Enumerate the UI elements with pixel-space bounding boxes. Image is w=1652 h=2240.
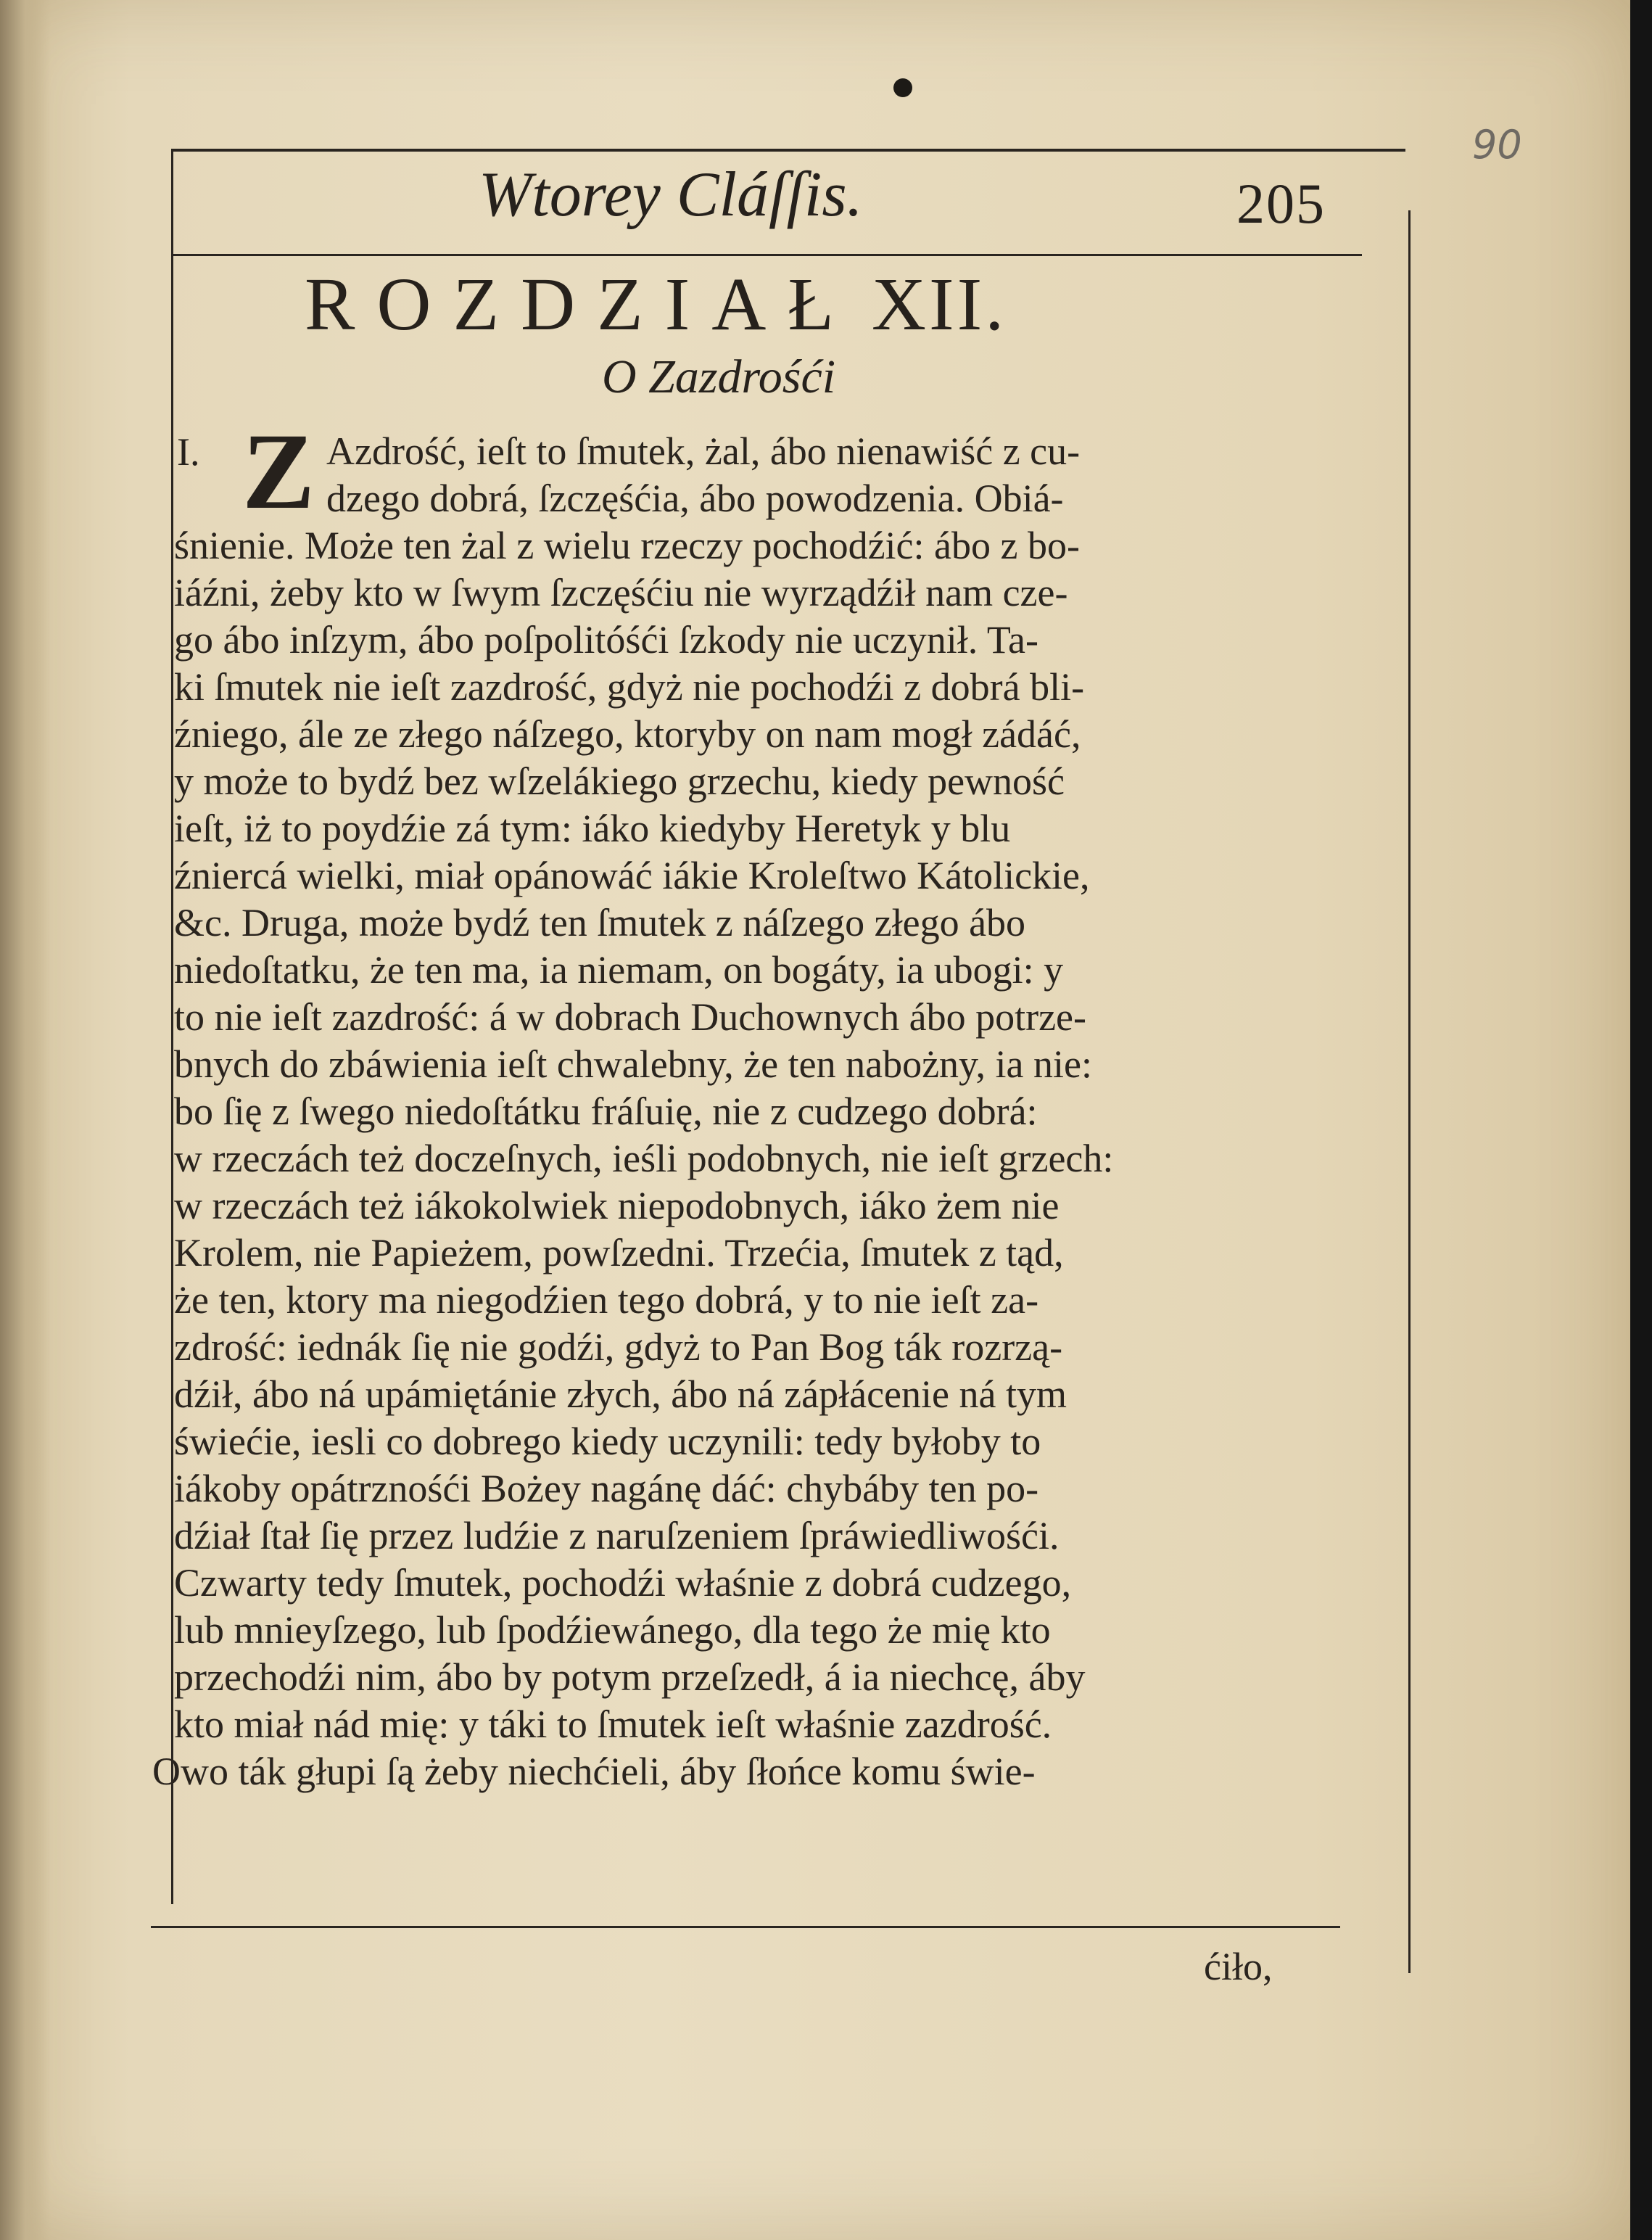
text-line: źniercá wielki, miał opánowáć iákie Kroleſtwo Kátolickie, [174, 854, 1090, 897]
text-line: Azdrość, ieſt to ſmutek, żal, ábo nienawiść z cu- [326, 429, 1081, 473]
bottom-rule [151, 1926, 1340, 1928]
text-line: go ábo inſzym, ábo poſpolitóśći ſzkody nie uczynił. Ta- [174, 618, 1038, 662]
chapter-title: ROZDZIAŁ [305, 263, 856, 346]
text-line: świećie, iesli co dobrego kiedy uczynili: tedy byłoby to [174, 1420, 1041, 1463]
page-number: 205 [1236, 172, 1326, 235]
text-line: ki ſmutek nie ieſt zazdrość, gdyż nie pochodźi z dobrá bli- [174, 665, 1085, 709]
margin-folio-note: 90 [1472, 122, 1522, 168]
text-line: ieſt, iż to poydźie zá tym: iáko kiedyby Heretyk y blu [174, 807, 1011, 850]
running-head: Wtorey Cláſſis. [479, 160, 863, 230]
chapter-subtitle: O Zazdrośći [602, 350, 836, 403]
text-line: iákoby opátrznośći Bożey nagánę dáć: chybáby ten po- [174, 1467, 1039, 1510]
text-line: &c. Druga, może bydź ten ſmutek z náſzego złego ábo [174, 901, 1026, 944]
binding-gutter [0, 0, 51, 2240]
text-line: Czwarty tedy ſmutek, pochodźi właśnie z dobrá cudzego, [174, 1561, 1072, 1605]
text-line: że ten, ktory ma niegodźien tego dobrá, y to nie ieſt za- [174, 1278, 1039, 1322]
text-line: to nie ieſt zazdrość: á w dobrach Duchownych ábo potrze- [174, 995, 1087, 1039]
text-line: iáźni, żeby kto w ſwym ſzczęśćiu nie wyrządźił nam cze- [174, 571, 1068, 614]
text-line: kto miał nád mię: y táki to ſmutek ieſt właśnie zazdrość. [174, 1702, 1052, 1746]
chapter-heading [305, 261, 1007, 347]
text-line: w rzeczách też doczeſnych, ieśli podobnych, nie ieſt grzech: [174, 1137, 1114, 1180]
text-line: Owo ták głupi ſą żeby niechćieli, áby ſłońce komu świe- [152, 1750, 1036, 1793]
text-line: bnych do zbáwienia ieſt chwalebny, że ten nabożny, ia nie: [174, 1042, 1092, 1086]
text-line: bo ſię z ſwego niedoſtátku fráſuię, nie z cudzego dobrá: [174, 1090, 1038, 1133]
text-line: y może to bydź bez wſzelákiego grzechu, kiedy pewność [174, 759, 1065, 803]
text-line: źniego, ále ze złego náſzego, ktoryby on nam mogł zádáć, [174, 712, 1081, 756]
ink-dot [893, 78, 912, 97]
text-line: śnienie. Może ten żal z wielu rzeczy pochodźić: ábo z bo- [174, 524, 1080, 567]
drop-cap: Z [242, 411, 315, 532]
text-line: dźił, ábo ná upámiętánie złych, ábo ná zápłácenie ná tym [174, 1372, 1067, 1416]
right-frame-rule [1408, 210, 1411, 1973]
text-line: dźiał ſtał ſię przez ludźie z naruſzeniem ſpráwiedliwośći. [174, 1514, 1060, 1557]
text-line: przechodźi nim, ábo by potym przeſzedł, á ia niechcę, áby [174, 1655, 1086, 1699]
text-line: Krolem, nie Papieżem, powſzedni. Trzećia, ſmutek z tąd, [174, 1231, 1064, 1275]
text-line: lub mnieyſzego, lub ſpodźiewánego, dla tego że mię kto [174, 1608, 1051, 1652]
text-line: niedoſtatku, że ten ma, ia niemam, on bogáty, ia ubogi: y [174, 948, 1064, 992]
text-line: dzego dobrá, ſzczęśćia, ábo powodzenia. Obiá- [326, 477, 1064, 520]
header-rule [173, 254, 1362, 256]
text-line: w rzeczách też iákokolwiek niepodobnych, iáko żem nie [174, 1184, 1060, 1227]
catchword: ćiło, [1204, 1945, 1273, 1988]
top-rule [173, 149, 1405, 152]
left-frame-rule [171, 149, 173, 1904]
section-number: I. [177, 430, 200, 474]
chapter-number: XII. [871, 263, 1007, 346]
text-line: zdrość: iednák ſię nie godźi, gdyż to Pan Bog ták rozrzą- [174, 1325, 1063, 1369]
